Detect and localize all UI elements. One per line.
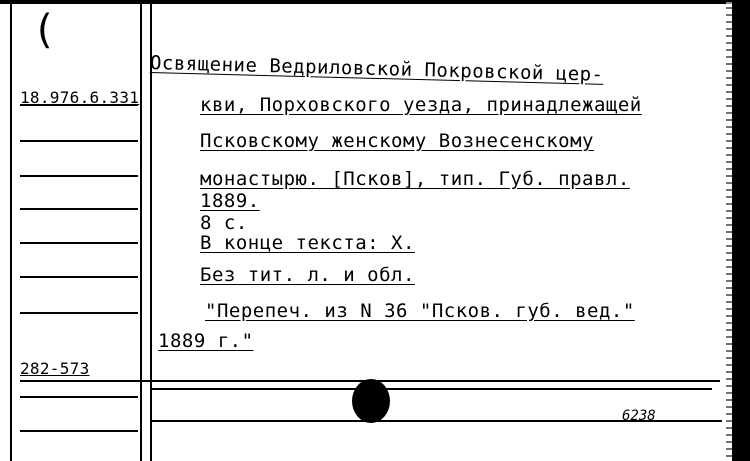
ruled-line — [20, 175, 138, 177]
page-count: 8 с. — [200, 212, 248, 234]
ruled-line — [20, 396, 138, 398]
inventory-number: 282-573 — [20, 359, 90, 378]
card-top-edge — [0, 0, 750, 4]
shelf-code: 18.976.6.331 — [20, 88, 140, 107]
ruled-line — [20, 276, 138, 278]
reprint-note-year: 1889 г." — [158, 330, 254, 352]
ruled-line — [152, 388, 712, 390]
catalog-text-line: кви, Порховского уезда, принадлежащей — [200, 94, 642, 116]
publication-year: 1889. — [200, 190, 260, 212]
ruled-line — [20, 312, 138, 314]
catalog-text-line: монастырю. [Псков], тип. Губ. правл. — [200, 168, 630, 190]
ruled-line — [20, 208, 138, 210]
catalog-text-line: В конце текста: Х. — [200, 232, 415, 254]
punch-hole — [352, 379, 390, 423]
handwritten-signature: 6238 — [622, 408, 656, 424]
ruled-line — [20, 430, 138, 432]
catalog-text-line: Без тит. л. и обл. — [200, 264, 415, 286]
bracket-mark: ( — [32, 7, 57, 53]
card-right-edge — [732, 0, 750, 461]
reprint-note: "Перепеч. из N 36 "Псков. губ. вед." — [205, 300, 635, 322]
ruled-line — [20, 140, 138, 142]
margin-rule-1 — [140, 0, 142, 461]
catalog-text-line: Псковскому женскому Вознесенскому — [200, 130, 594, 152]
ruled-line — [20, 242, 138, 244]
catalog-title-line: Освящение Ведриловской Покровской цер- — [149, 52, 604, 86]
card-left-border — [10, 0, 12, 461]
